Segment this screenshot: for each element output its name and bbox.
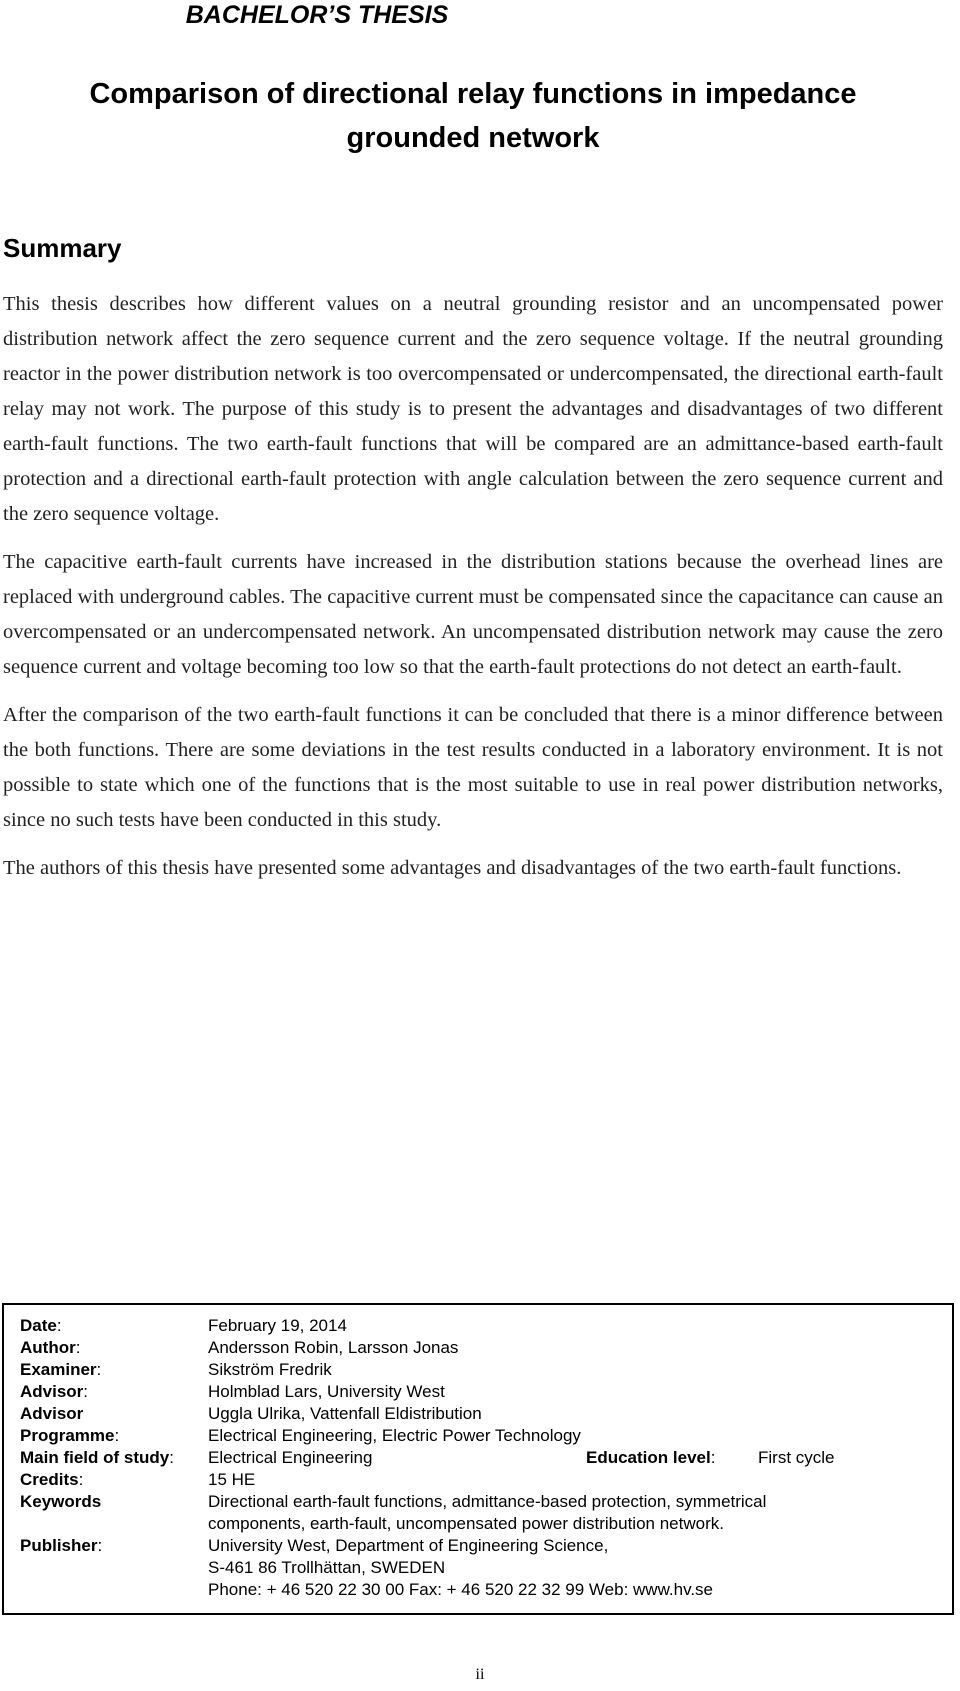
thesis-type-label: BACHELOR’S THESIS — [185, 1, 449, 29]
summary-heading: Summary — [3, 233, 122, 263]
publisher-key: Publisher — [20, 1536, 98, 1555]
examiner-key: Examiner — [20, 1360, 97, 1379]
publisher-value-line-1: University West, Department of Engineering Science, — [208, 1536, 609, 1555]
keywords-key: Keywords — [20, 1492, 102, 1511]
summary-paragraph-3: After the comparison of the two earth-fault functions it can be concluded that there is a minor difference between the both functions. There are some deviations in the test results conducted in a laboratory environment. It is not possible to state which one of the functions that is the most suitable to use in real power distribution networks, since no such tests have been conducted in this study. — [3, 704, 943, 831]
examiner-value: Sikström Fredrik — [208, 1360, 332, 1379]
programme-key: Programme — [20, 1426, 115, 1445]
credits-value: 15 HE — [208, 1470, 256, 1489]
author-value: Andersson Robin, Larsson Jonas — [208, 1338, 459, 1357]
title-line-1: Comparison of directional relay functions in impedance — [89, 78, 857, 110]
advisor-2-key: Advisor — [20, 1404, 84, 1423]
education-level-value: First cycle — [758, 1448, 835, 1467]
programme-value: Electrical Engineering, Electric Power Technology — [208, 1426, 581, 1445]
date-key: Date — [20, 1316, 57, 1335]
advisor-1-value: Holmblad Lars, University West — [208, 1382, 445, 1401]
keywords-value-line-1: Directional earth-fault functions, admittance-based protection, symmetrical — [208, 1492, 767, 1511]
education-level-key: Education level — [586, 1448, 711, 1467]
main-field-value: Electrical Engineering — [208, 1448, 373, 1467]
author-key: Author — [20, 1338, 76, 1357]
document-title — [0, 72, 946, 160]
main-field-key: Main field of study — [20, 1448, 170, 1467]
summary-paragraph-4: The authors of this thesis have presented some advantages and disadvantages of the two earth-fault functions. — [3, 857, 902, 879]
date-value: February 19, 2014 — [208, 1316, 347, 1335]
page-number: ii — [475, 1666, 485, 1683]
credits-key: Credits — [20, 1470, 79, 1489]
summary-body — [3, 287, 943, 899]
summary-paragraph-1: This thesis describes how different values on a neutral grounding resistor and an uncompensated power distribution network affect the zero sequence current and the zero sequence voltage. If the neutral grounding reactor in the power distribution network is too overcompensated or undercompensated, the directional earth-fault relay may not work. The purpose of this study is to present the advantages and disadvantages of two different earth-fault functions. The two earth-fault functions that will be compared are an admittance-based earth-fault protection and a directional earth-fault protection with angle calculation between the zero sequence current and the zero sequence voltage. — [3, 293, 943, 525]
keywords-value-line-2: components, earth-fault, uncompensated power distribution network. — [208, 1514, 724, 1533]
title-line-2: grounded network — [346, 122, 600, 154]
summary-paragraph-2: The capacitive earth-fault currents have increased in the distribution stations because the overhead lines are replaced with underground cables. The capacitive current must be compensated since the capacitance can cause an overcompensated or an undercompensated network. An uncompensated distribution network may cause the zero sequence current and voltage becoming too low so that the earth-fault protections do not detect an earth-fault. — [3, 551, 943, 678]
publisher-value-line-2: S-461 86 Trollhättan, SWEDEN — [208, 1558, 446, 1577]
advisor-1-key: Advisor — [20, 1382, 84, 1401]
thesis-info-box: Date: February 19, 2014 Author: Andersson Robin, Larsson Jonas Examiner: Sikström Fredrik Advisor: Holmblad Lars, University West Advisor Uggla Ulrika, Vattenfall Eldistribution Programme: Electrical Engineering, Electric Power Technology Main field of study: Electrical Engineering Education level: First cycle Credits: 15 HE Keywords Directional earth-fault functions, admittance-based protection, symmetrical components, earth-fault, uncompensated power distribution network. Publisher: University West, Department of Engineering Science, S-461 86 Trollhättan, SWEDEN Phone: + 46 520 22 30 00 Fax: + 46 520 22 32 99 Web: www.hv.se — [2, 1303, 954, 1615]
advisor-2-value: Uggla Ulrika, Vattenfall Eldistribution — [208, 1404, 482, 1423]
publisher-value-line-3: Phone: + 46 520 22 30 00 Fax: + 46 520 22 32 99 Web: www.hv.se — [208, 1580, 714, 1599]
